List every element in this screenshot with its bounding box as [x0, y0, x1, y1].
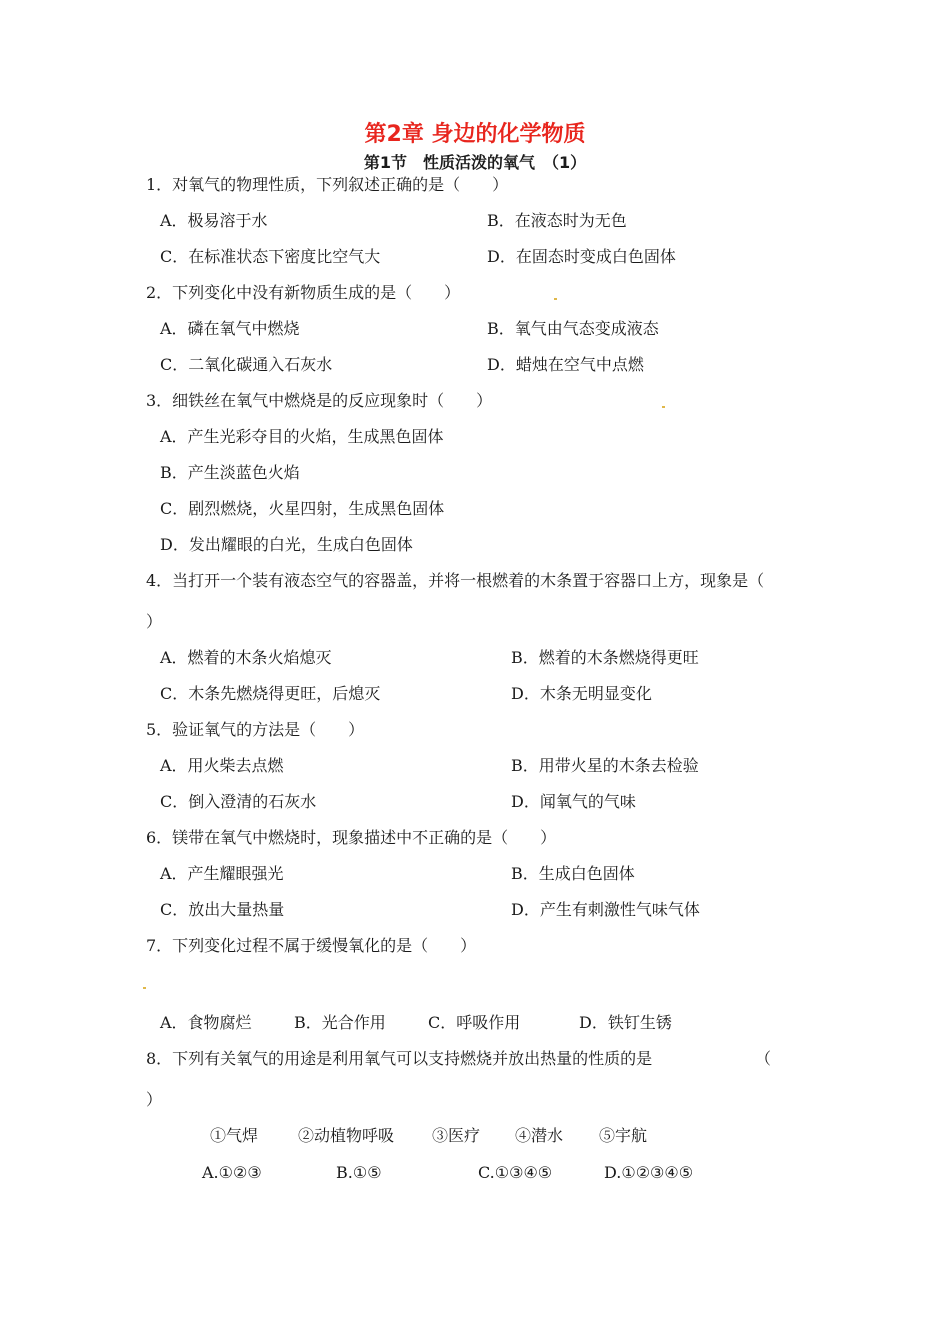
question-4-stem: 4．当打开一个装有液态空气的容器盖，并将一根燃着的木条置于容器口上方，现象是（	[146, 571, 765, 590]
question-8-item-1: ①气焊	[210, 1126, 259, 1145]
question-3-option-c: C．剧烈燃烧，火星四射，生成黑色固体	[160, 499, 445, 518]
question-1-option-b: B．在液态时为无色	[487, 211, 627, 230]
question-5-stem: 5．验证氧气的方法是（ ）	[146, 720, 365, 739]
question-6-option-d: D．产生有刺激性气味气体	[511, 900, 700, 919]
question-1-option-c: C．在标准状态下密度比空气大	[160, 247, 381, 266]
speck-mark	[554, 298, 557, 300]
question-3-option-a: A．产生光彩夺目的火焰，生成黑色固体	[160, 427, 444, 446]
question-8-item-3: ③医疗	[432, 1126, 481, 1145]
question-4-option-c: C．木条先燃烧得更旺，后熄灭	[160, 684, 381, 703]
question-1-stem: 1．对氧气的物理性质，下列叙述正确的是（ ）	[146, 175, 509, 194]
question-2-option-b: B．氧气由气态变成液态	[487, 319, 659, 338]
question-6-option-c: C．放出大量热量	[160, 900, 285, 919]
question-8-item-4: ④潜水	[515, 1126, 564, 1145]
section-subtitle: 第1节 性质活泼的氧气 （1）	[363, 153, 587, 172]
question-8-option-a: A.①②③	[202, 1163, 262, 1182]
speck-mark	[662, 406, 665, 408]
question-2-stem: 2．下列变化中没有新物质生成的是（ ）	[146, 283, 461, 302]
question-1-option-a: A．极易溶于水	[160, 211, 268, 230]
question-1-option-d: D．在固态时变成白色固体	[487, 247, 676, 266]
question-7-option-a: A．食物腐烂	[160, 1013, 252, 1032]
question-5-option-b: B．用带火星的木条去检验	[511, 756, 699, 775]
question-6-option-b: B．生成白色固体	[511, 864, 635, 883]
question-8-option-c: C.①③④⑤	[478, 1163, 553, 1182]
question-8-item-2: ②动植物呼吸	[298, 1126, 395, 1145]
question-7-option-b: B．光合作用	[294, 1013, 386, 1032]
question-4-option-b: B．燃着的木条燃烧得更旺	[511, 648, 699, 667]
question-5-option-d: D．闻氧气的气味	[511, 792, 636, 811]
question-8-stem-cont: ）	[146, 1090, 163, 1109]
question-4-option-a: A．燃着的木条火焰熄灭	[160, 648, 332, 667]
question-5-option-c: C．倒入澄清的石灰水	[160, 792, 317, 811]
question-4-stem-cont: ）	[146, 612, 163, 631]
question-6-option-a: A．产生耀眼强光	[160, 864, 284, 883]
question-3-option-b: B．产生淡蓝色火焰	[160, 463, 300, 482]
question-3-stem: 3．细铁丝在氧气中燃烧是的反应现象时（ ）	[146, 391, 493, 410]
question-8-option-b: B.①⑤	[336, 1163, 382, 1182]
question-2-option-d: D．蜡烛在空气中点燃	[487, 355, 644, 374]
speck-mark	[143, 987, 146, 989]
question-8-paren: （	[755, 1049, 772, 1068]
question-3-option-d: D．发出耀眼的白光，生成白色固体	[160, 535, 413, 554]
question-7-stem: 7．下列变化过程不属于缓慢氧化的是（ ）	[146, 936, 477, 955]
question-7-option-d: D．铁钉生锈	[579, 1013, 672, 1032]
question-2-option-c: C．二氧化碳通入石灰水	[160, 355, 333, 374]
question-4-option-d: D．木条无明显变化	[511, 684, 652, 703]
question-8-item-5: ⑤宇航	[599, 1126, 648, 1145]
question-6-stem: 6．镁带在氧气中燃烧时，现象描述中不正确的是（ ）	[146, 828, 557, 847]
question-5-option-a: A．用火柴去点燃	[160, 756, 284, 775]
question-8-option-d: D.①②③④⑤	[604, 1163, 694, 1182]
question-2-option-a: A．磷在氧气中燃烧	[160, 319, 300, 338]
question-7-option-c: C．呼吸作用	[428, 1013, 521, 1032]
question-8-stem: 8．下列有关氧气的用途是利用氧气可以支持燃烧并放出热量的性质的是	[146, 1049, 653, 1068]
page-title: 第2章 身边的化学物质	[364, 122, 586, 147]
